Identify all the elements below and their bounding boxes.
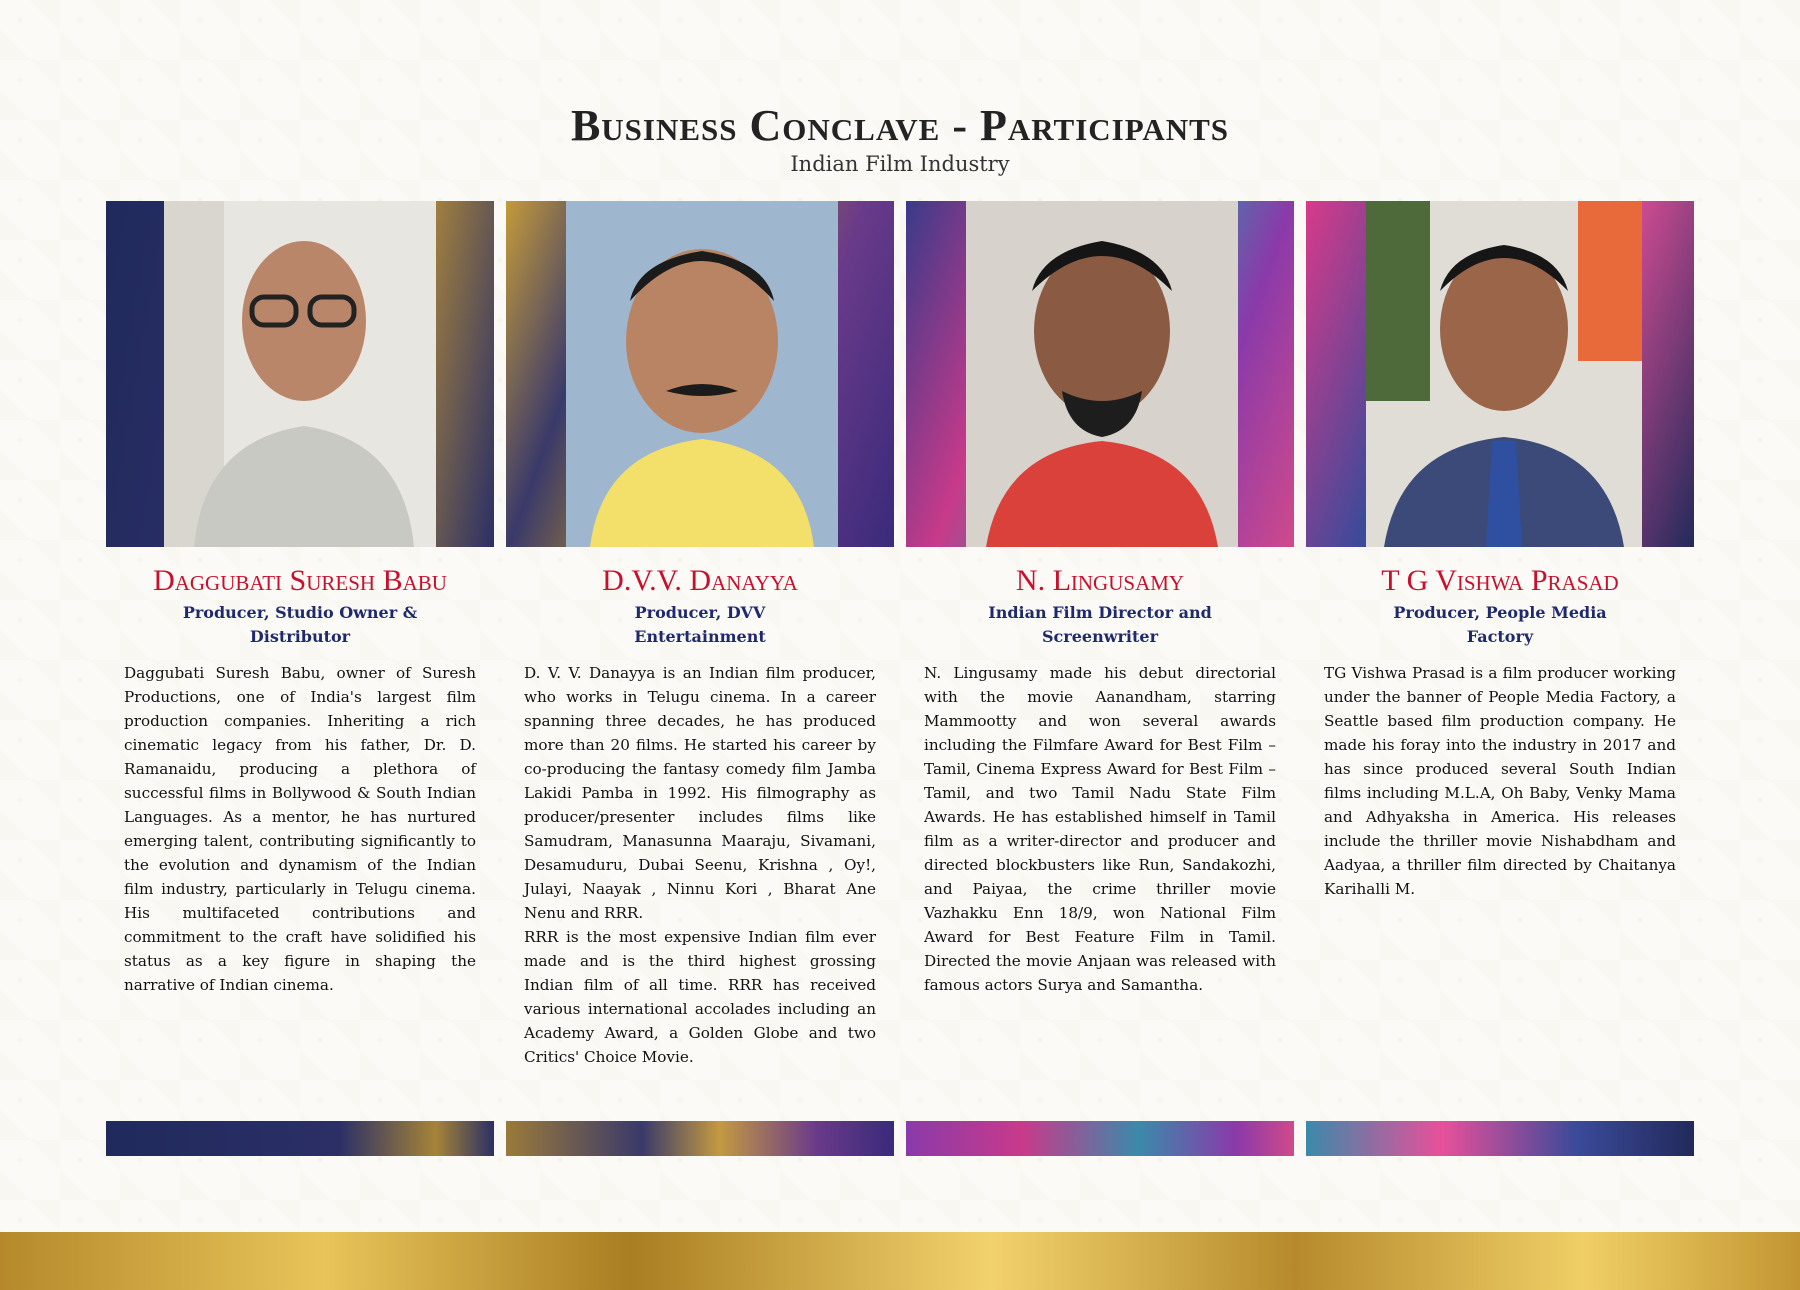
decorative-strip — [106, 1121, 494, 1156]
participant-card — [1306, 201, 1694, 901]
participant-role: Indian Film Director and Screenwriter — [988, 603, 1212, 646]
portrait-image — [966, 201, 1238, 547]
participant-bio: TG Vishwa Prasad is a film producer working under the banner of People Media Factory, a Seattle based film production company. He made his foray into the industry in 2017 and has since produced several South Indian films including M.L.A, Oh Baby, Venky Mama and Adhyaksha in America. His releases include the thriller movie Nishabdham and Aadyaa, a thriller film directed by Chaitanya Karihalli M. — [1324, 664, 1676, 898]
decorative-strip — [506, 1121, 894, 1156]
participant-bio: Daggubati Suresh Babu, owner of Suresh Productions, one of India's largest film production companies. Inheriting a rich cinematic legacy from his father, Dr. D. Ramanaidu, producing a plethora of successful films in Bollywood & South Indian Languages. As a mentor, he has nurtured emerging talent, contributing significantly to the evolution and dynamism of the Indian film industry, particularly in Telugu cinema. His multifaceted contributions and commitment to the craft have solidified his status as a key figure in shaping the narrative of Indian cinema. — [124, 664, 476, 994]
participant-card — [506, 201, 894, 1069]
portrait-image — [1366, 201, 1642, 547]
decorative-strip — [1306, 1121, 1694, 1156]
gold-footer-band — [0, 1232, 1800, 1290]
participant-role: Producer, People Media Factory — [1393, 603, 1607, 646]
participant-card — [906, 201, 1294, 997]
participant-role: Producer, Studio Owner & Distributor — [182, 603, 418, 646]
participant-bio: D. V. V. Danayya is an Indian film producer, who works in Telugu cinema. In a career spanning three decades, he has produced more than 20 films. He started his career by co-producing the fantasy comedy film Jamba Lakidi Pamba in 1992. His filmography as producer/presenter includes films like Samudram, Manasunna Maaraju, Sivamani, Desamuduru, Dubai Seenu, Krishna , Oy!, Julayi, Naayak , Ninnu Kori , Bharat Ane Nenu and RRR. RRR is the most expensive Indian film ever made and is the third highest grossing Indian film of all time. RRR has received various international accolades including an Academy Award, a Golden Globe and two Critics' Choice Movie. — [524, 664, 876, 1066]
participant-photo — [106, 201, 494, 547]
participant-name: Daggubati Suresh Babu — [153, 564, 447, 597]
participant-photo — [906, 201, 1294, 547]
page-subtitle: Indian Film Industry — [790, 152, 1010, 176]
page-title: Business Conclave - Participants — [570, 101, 1230, 150]
participant-role: Producer, DVV Entertainment — [634, 603, 766, 646]
participant-photo — [506, 201, 894, 547]
participant-photo — [1306, 201, 1694, 547]
decorative-strip — [906, 1121, 1294, 1156]
participant-name: N. Lingusamy — [1015, 564, 1185, 597]
participant-bio: N. Lingusamy made his debut directorial with the movie Aanandham, starring Mammootty and won several awards including the Filmfare Award for Best Film – Tamil, Cinema Express Award for Best Film – Tamil, and two Tamil Nadu State Film Awards. He has established himself in Tamil film as a writer-director and producer and directed blockbusters like Run, Sandakozhi, and Paiyaa, the crime thriller movie Vazhakku Enn 18/9, won National Film Award for Best Feature Film in Tamil. Directed the movie Anjaan was released with famous actors Surya and Samantha. — [924, 664, 1276, 994]
portrait-image — [566, 201, 838, 547]
participant-card — [106, 201, 494, 997]
participant-name: T G Vishwa Prasad — [1381, 564, 1619, 597]
participant-name: D.V.V. Danayya — [602, 564, 798, 597]
portrait-image — [164, 201, 436, 547]
